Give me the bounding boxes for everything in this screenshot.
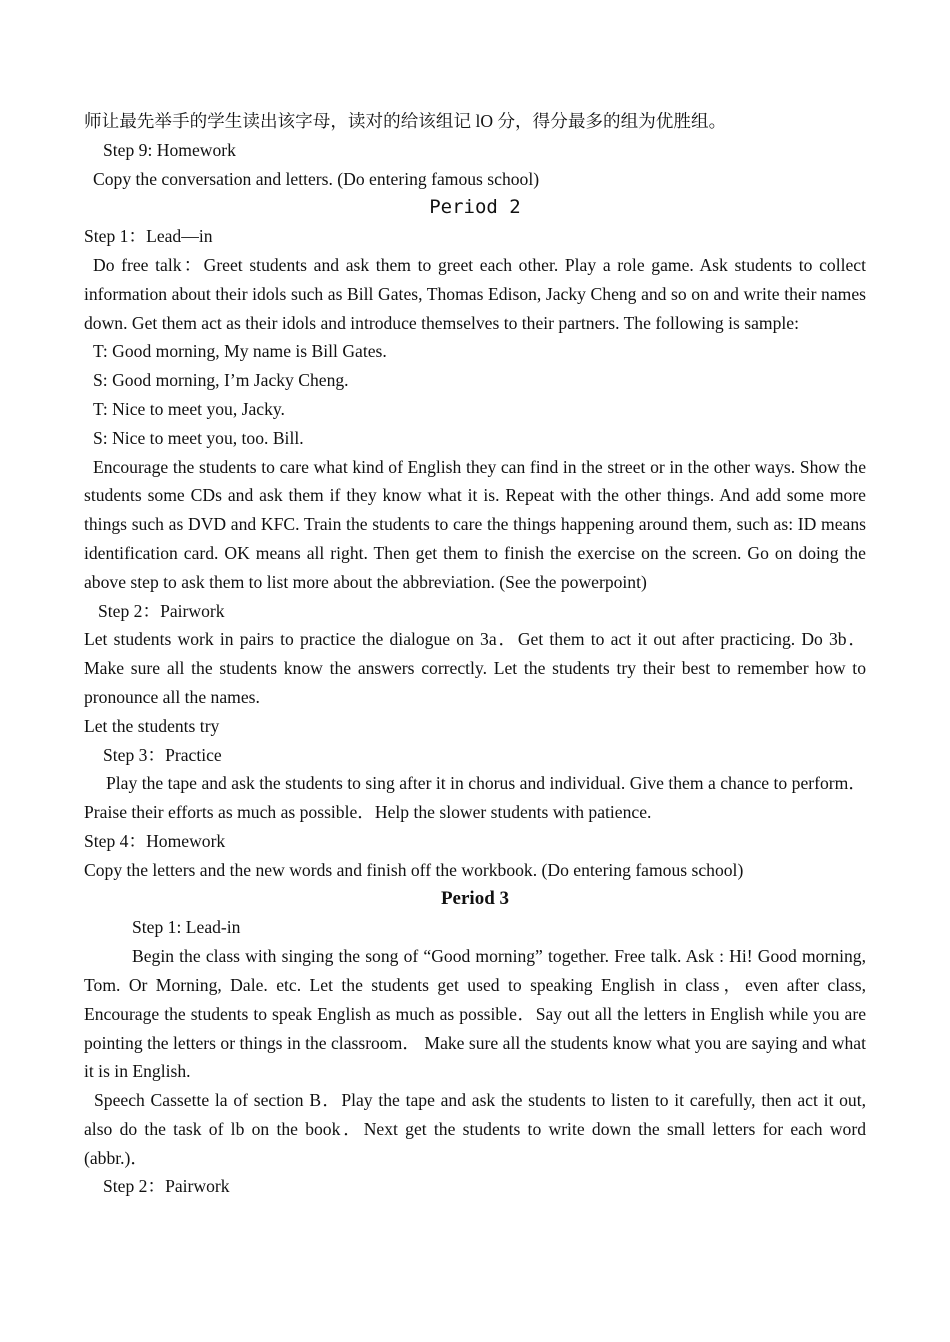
step-heading: Step 1：Lead—in [84, 226, 213, 247]
paragraph: Copy the conversation and letters. (Do entering famous school) [93, 168, 540, 189]
paragraph-chinese-scoring: 师让最先举手的学生读出该字母，读对的给该组记 lO 分，得分最多的组为优胜组。 [84, 111, 727, 131]
paragraph: Begin the class with singing the song of “Good morning” together. Free talk. Ask : Hi! Good morning, Tom. Or Morning, Dale. etc. Let the students get used to speaking English in class，even after class, Encourage the students to speak English as much as possible．Say out all the letters in English while you are pointing the letters or things in the classroom． Make sure all the students know what you are saying and what it is in English. [84, 946, 866, 1082]
step-heading: Step 9: Homework [103, 139, 236, 160]
step-heading: Step 2：Pairwork [103, 1176, 230, 1197]
paragraph: Play the tape and ask the students to sing after it in chorus and individual. Give them a chance to perform．Praise their efforts as much as possible．Help the slower students with patience. [84, 773, 866, 823]
dialogue-line: T: Good morning, My name is Bill Gates. [93, 341, 387, 362]
paragraph: Copy the letters and the new words and finish off the workbook. (Do entering famous school) [84, 859, 744, 880]
paragraph: Let the students try [84, 715, 220, 736]
step-heading: Step 1: Lead-in [132, 917, 241, 938]
document-page [84, 107, 866, 1201]
paragraph: Encourage the students to care what kind of English they can find in the street or in the other ways. Show the students some CDs and ask them if they know what it is. Repeat with the other things. And add some more things such as DVD and KFC. Train the students to care the things happening around them, such as: ID means identification card. OK means all right. Then get them to finish the exercise on the screen. Go on doing the above step to ask them to list more about the abbreviation. (See the powerpoint) [84, 456, 866, 592]
paragraph: Do free talk：Greet students and ask them to greet each other. Play a role game. Ask students to collect information about their idols such as Bill Gates, Thomas Edison, Jacky Cheng and so on and write their names down. Get them act as their idols and introduce themselves to their partners. The following is sample: [84, 254, 866, 333]
step-heading: Step 2：Pairwork [98, 600, 225, 621]
section-heading-period-2: Period 2 [429, 196, 521, 219]
step-heading: Step 4：Homework [84, 830, 226, 851]
step-heading: Step 3：Practice [103, 744, 222, 765]
paragraph: Speech Cassette la of section B．Play the tape and ask the students to listen to it carefully, then act it out, also do the task of lb on the book．Next get the students to write down the small letters for each word (abbr.)． [84, 1090, 866, 1168]
section-heading-period-3: Period 3 [440, 887, 510, 909]
paragraph: Let students work in pairs to practice the dialogue on 3a．Get them to act it out after practicing. Do 3b． Make sure all the students know the answers correctly. Let the students try their best to remember how to pronounce all the names. [84, 629, 866, 707]
dialogue-line: S: Good morning, I’m Jacky Cheng. [93, 370, 349, 391]
dialogue-line: T: Nice to meet you, Jacky. [93, 398, 285, 419]
dialogue-line: S: Nice to meet you, too. Bill. [93, 427, 304, 448]
